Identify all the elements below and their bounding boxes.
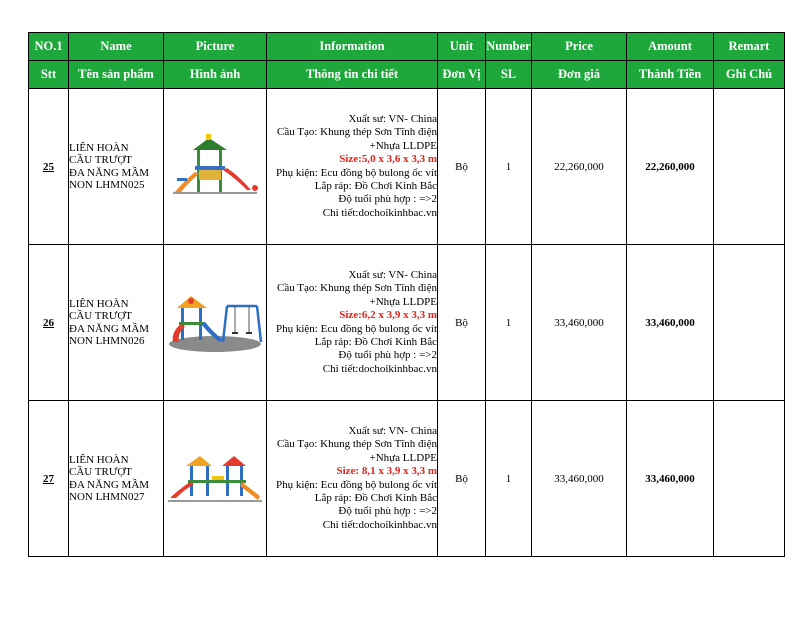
header-cell: Information [267,33,438,61]
header-cell: Picture [164,33,267,61]
header-cell: Đơn Vị [438,61,486,89]
info-assembly: Lắp ráp: Đồ Chơi Kinh Bắc [314,335,437,348]
amount-cell: 33,460,000 [627,401,714,557]
header-cell: Tên sản phẩm [69,61,164,89]
info-accessory: Phụ kiện: Ecu đồng bộ bulong ốc vít [275,478,437,491]
unit-cell: Bộ [438,89,486,245]
playground-swing-icon [167,292,263,354]
quotation-table [28,32,785,557]
header-cell: NO.1 [29,33,69,61]
header-cell: Ghi Chú [714,61,785,89]
product-info [267,89,438,245]
name-line: LIÊN HOÀN [69,453,129,466]
product-info [267,245,438,401]
name-line: ĐA NĂNG MẦM [69,478,150,491]
note-cell [714,401,785,557]
unit-cell: Bộ [438,245,486,401]
header-cell: Number [486,33,532,61]
info-origin: Xuất sư: VN- China [348,268,437,281]
price-cell: 33,460,000 [532,245,627,401]
info-size: Size: 8,1 x 3,9 x 3,3 m [336,465,437,478]
header-cell: Hình ảnh [164,61,267,89]
name-line: ĐA NĂNG MẦM [69,322,150,335]
product-name [69,89,164,245]
table-row [29,245,785,401]
name-line: LIÊN HOÀN [69,141,129,154]
playground-icon [169,132,261,202]
name-line: NON LHMN026 [69,335,145,347]
info-detail: Chi tiết:dochoikinhbac.vn [322,362,437,375]
table-row [29,89,785,245]
qty-cell: 1 [486,401,532,557]
qty-cell: 1 [486,245,532,401]
name-line: CẦU TRƯỢT [69,310,133,322]
name-line: CẦU TRƯỢT [69,466,133,478]
product-picture [164,89,267,245]
header-row-en [29,33,785,61]
header-cell: Remart [714,33,785,61]
note-cell [714,245,785,401]
header-cell: Price [532,33,627,61]
info-age: Độ tuổi phù hợp : =>2 [338,193,437,206]
playground-icon [168,454,262,504]
header-cell: Name [69,33,164,61]
product-picture [164,401,267,557]
row-number[interactable]: 25 [29,89,69,245]
info-accessory: Phụ kiện: Ecu đồng bộ bulong ốc vít [275,166,437,179]
header-cell: Stt [29,61,69,89]
info-assembly: Lắp ráp: Đồ Chơi Kinh Bắc [314,179,437,192]
amount-cell: 33,460,000 [627,245,714,401]
info-size: Size:6,2 x 3,9 x 3,3 m [339,309,437,322]
info-origin: Xuất sư: VN- China [348,424,437,437]
info-structure: Cầu Tạo: Khung thép Sơn Tĩnh điện +Nhựa LLDPE [276,126,437,152]
header-cell: Thành Tiền [627,61,714,89]
product-picture [164,245,267,401]
name-line: LIÊN HOÀN [69,297,129,310]
product-name [69,401,164,557]
row-number[interactable]: 27 [29,401,69,557]
unit-cell: Bộ [438,401,486,557]
header-cell: SL [486,61,532,89]
header-cell: Unit [438,33,486,61]
info-age: Độ tuổi phù hợp : =>2 [338,505,437,518]
row-number[interactable]: 26 [29,245,69,401]
info-accessory: Phụ kiện: Ecu đồng bộ bulong ốc vít [275,322,437,335]
header-row-vi [29,61,785,89]
info-detail: Chi tiết:dochoikinhbac.vn [322,518,437,531]
product-name [69,245,164,401]
name-line: CẦU TRƯỢT [69,154,133,166]
note-cell [714,89,785,245]
info-size: Size:5,0 x 3,6 x 3,3 m [339,153,437,166]
info-assembly: Lắp ráp: Đồ Chơi Kinh Bắc [314,491,437,504]
info-age: Độ tuổi phù hợp : =>2 [338,349,437,362]
product-info [267,401,438,557]
table-row [29,401,785,557]
qty-cell: 1 [486,89,532,245]
name-line: NON LHMN025 [69,179,145,191]
header-cell: Thông tin chi tiết [267,61,438,89]
header-cell: Amount [627,33,714,61]
price-cell: 22,260,000 [532,89,627,245]
info-structure: Cầu Tạo: Khung thép Sơn Tĩnh điện +Nhựa LLDPE [276,282,437,308]
info-structure: Cầu Tạo: Khung thép Sơn Tĩnh điện +Nhựa LLDPE [276,438,437,464]
amount-cell: 22,260,000 [627,89,714,245]
name-line: NON LHMN027 [69,491,145,503]
price-cell: 33,460,000 [532,401,627,557]
info-detail: Chi tiết:dochoikinhbac.vn [322,206,437,219]
name-line: ĐA NĂNG MẦM [69,166,150,179]
info-origin: Xuất sư: VN- China [348,112,437,125]
header-cell: Đơn giá [532,61,627,89]
